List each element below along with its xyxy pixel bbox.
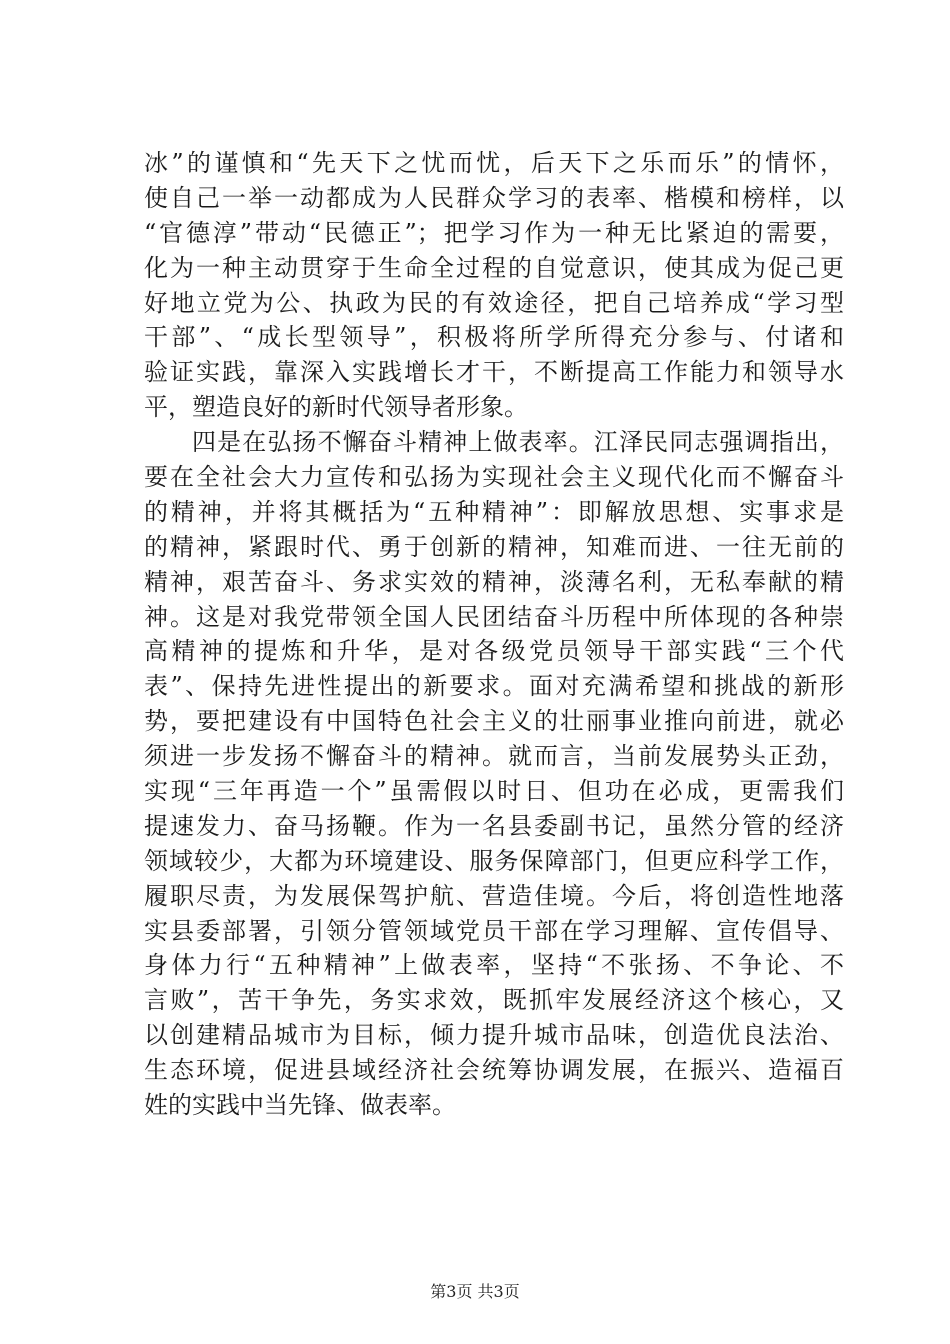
text-line: 要在全社会大力宣传和弘扬为实现社会主义现代化而不懈奋斗 xyxy=(144,463,844,492)
paragraph xyxy=(144,425,844,1123)
text-line: “官德淳”带动“民德正”；把学习作为一种无比紧迫的需要， xyxy=(144,218,844,247)
text-line: 姓的实践中当先锋、做表率。 xyxy=(144,1091,456,1120)
text-line: 实县委部署，引领分管领域党员干部在学习理解、宣传倡导、 xyxy=(144,916,844,945)
text-line: 高精神的提炼和升华，是对各级党员领导干部实践“三个代 xyxy=(144,637,844,666)
page-footer: 第3页 共3页 xyxy=(430,1282,520,1301)
text-line: 以创建精品城市为目标，倾力提升城市品味，创造优良法治、 xyxy=(144,1021,844,1050)
text-line: 四是在弘扬不懈奋斗精神上做表率。江泽民同志强调指出， xyxy=(192,428,844,457)
text-line: 验证实践，靠深入实践增长才干，不断提高工作能力和领导水 xyxy=(144,358,844,387)
text-line: 的精神，并将其概括为“五种精神”：即解放思想、实事求是 xyxy=(144,497,844,526)
body-text xyxy=(144,146,844,1123)
text-line: 言败”，苦干争先，务实求效，既抓牢发展经济这个核心，又 xyxy=(144,986,844,1015)
text-line: 冰”的谨慎和“先天下之忧而忧，后天下之乐而乐”的情怀， xyxy=(144,149,844,177)
text-line: 干部”、“成长型领导”，积极将所学所得充分参与、付诸和 xyxy=(144,323,844,352)
text-line: 的精神，紧跟时代、勇于创新的精神，知难而进、一往无前的 xyxy=(144,532,844,561)
text-line: 表”、保持先进性提出的新要求。面对充满希望和挑战的新形 xyxy=(144,672,844,701)
text-line: 神。这是对我党带领全国人民团结奋斗历程中所体现的各种崇 xyxy=(144,602,844,631)
text-line: 须进一步发扬不懈奋斗的精神。就而言，当前发展势头正劲， xyxy=(144,742,844,771)
text-line: 使自己一举一动都成为人民群众学习的表率、楷模和榜样，以 xyxy=(144,183,844,212)
text-line: 平，塑造良好的新时代领导者形象。 xyxy=(144,393,528,422)
text-line: 生态环境，促进县域经济社会统筹协调发展，在振兴、造福百 xyxy=(144,1056,844,1085)
text-line: 好地立党为公、执政为民的有效途径，把自己培养成“学习型 xyxy=(144,288,844,317)
text-line: 实现“三年再造一个”虽需假以时日、但功在必成，更需我们 xyxy=(144,777,844,806)
text-line: 提速发力、奋马扬鞭。作为一名县委副书记，虽然分管的经济 xyxy=(144,811,844,840)
paragraph xyxy=(144,146,844,425)
text-line: 领域较少，大都为环境建设、服务保障部门，但更应科学工作， xyxy=(144,846,844,875)
text-line: 精神，艰苦奋斗、务求实效的精神，淡薄名利，无私奉献的精 xyxy=(144,567,844,596)
text-line: 履职尽责，为发展保驾护航、营造佳境。今后，将创造性地落 xyxy=(144,881,844,910)
text-line: 身体力行“五种精神”上做表率，坚持“不张扬、不争论、不 xyxy=(144,951,844,980)
text-line: 化为一种主动贯穿于生命全过程的自觉意识，使其成为促己更 xyxy=(144,253,844,282)
text-line: 势，要把建设有中国特色社会主义的壮丽事业推向前进，就必 xyxy=(144,707,844,736)
